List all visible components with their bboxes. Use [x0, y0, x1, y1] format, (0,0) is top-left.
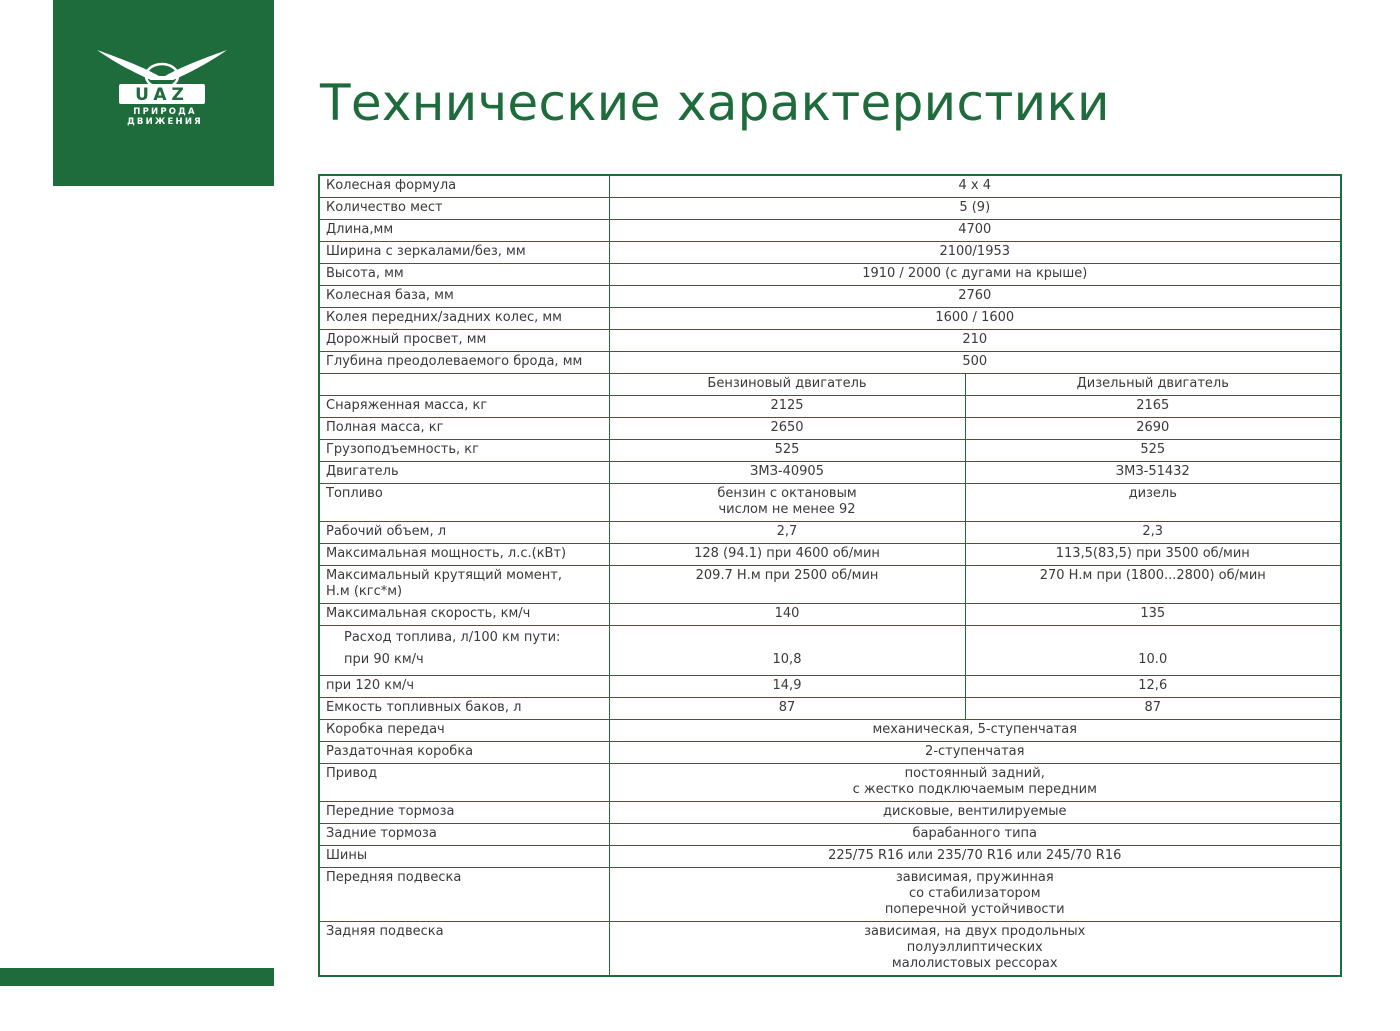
table-row	[319, 802, 1341, 824]
row-label: Высота, мм	[319, 264, 609, 286]
petrol-fuel-90: 10,8	[772, 652, 802, 667]
diesel-engine-header: Дизельный двигатель	[965, 374, 1341, 396]
diesel-value: дизель	[965, 484, 1341, 522]
logo-tagline-line-2: ДВИЖЕНИЯ	[127, 117, 203, 127]
table-row	[319, 522, 1341, 544]
table-row	[319, 242, 1341, 264]
row-label	[319, 566, 609, 604]
row-label: Колесная формула	[319, 175, 609, 198]
row-label: Максимальная скорость, км/ч	[319, 604, 609, 626]
row-value: механическая, 5-ступенчатая	[609, 720, 1341, 742]
row-value: 4 x 4	[609, 175, 1341, 198]
row-value: 5 (9)	[609, 198, 1341, 220]
row-label: Грузоподъемность, кг	[319, 440, 609, 462]
petrol-value	[609, 626, 965, 676]
row-value-line-1: постоянный задний,	[904, 766, 1045, 781]
row-value	[609, 922, 1341, 977]
diesel-value: 2690	[965, 418, 1341, 440]
row-label: Снаряженная масса, кг	[319, 396, 609, 418]
petrol-engine-header: Бензиновый двигатель	[609, 374, 965, 396]
row-label: Двигатель	[319, 462, 609, 484]
table-row	[319, 764, 1341, 802]
petrol-value-line-1: бензин с октановым	[717, 486, 857, 501]
table-row	[319, 484, 1341, 522]
row-value: 2-ступенчатая	[609, 742, 1341, 764]
diesel-value: 113,5(83,5) при 3500 об/мин	[965, 544, 1341, 566]
diesel-fuel-120: 12,6	[965, 676, 1341, 698]
row-label: Длина,мм	[319, 220, 609, 242]
row-label: Шины	[319, 846, 609, 868]
row-label: Ширина с зеркалами/без, мм	[319, 242, 609, 264]
row-label: Топливо	[319, 484, 609, 522]
table-row	[319, 544, 1341, 566]
row-label: Задняя подвеска	[319, 922, 609, 977]
row-label: Передняя подвеска	[319, 868, 609, 922]
table-row	[319, 720, 1341, 742]
row-value: 2100/1953	[609, 242, 1341, 264]
fuel-at-120-label: при 120 км/ч	[319, 676, 609, 698]
row-value: 2760	[609, 286, 1341, 308]
table-row	[319, 286, 1341, 308]
row-label: Емкость топливных баков, л	[319, 698, 609, 720]
table-row	[319, 198, 1341, 220]
row-value: 1910 / 2000 (с дугами на крыше)	[609, 264, 1341, 286]
petrol-value: 525	[609, 440, 965, 462]
logo-brand-text: UAZ	[135, 85, 189, 105]
diesel-value	[965, 626, 1341, 676]
row-label-line-2: Н.м (кгс*м)	[326, 584, 403, 599]
row-label: Глубина преодолеваемого брода, мм	[319, 352, 609, 374]
row-value	[609, 868, 1341, 922]
table-row	[319, 922, 1341, 977]
table-row	[319, 396, 1341, 418]
table-row	[319, 868, 1341, 922]
row-label: Передние тормоза	[319, 802, 609, 824]
row-value: 210	[609, 330, 1341, 352]
petrol-fuel-120: 14,9	[609, 676, 965, 698]
fuel-at-90-label: при 90 км/ч	[344, 652, 424, 667]
brand-logo-block	[53, 0, 274, 186]
table-row	[319, 330, 1341, 352]
engine-header-row	[319, 374, 1341, 396]
petrol-value	[609, 484, 965, 522]
diesel-value: 135	[965, 604, 1341, 626]
row-label: Раздаточная коробка	[319, 742, 609, 764]
diesel-value: 270 Н.м при (1800...2800) об/мин	[965, 566, 1341, 604]
table-row	[319, 604, 1341, 626]
row-value: дисковые, вентилируемые	[609, 802, 1341, 824]
row-label: Привод	[319, 764, 609, 802]
table-row	[319, 462, 1341, 484]
row-label: Задние тормоза	[319, 824, 609, 846]
table-row	[319, 264, 1341, 286]
row-label: Полная масса, кг	[319, 418, 609, 440]
row-value-line-2: с жестко подключаемым передним	[852, 782, 1097, 797]
table-row	[319, 220, 1341, 242]
petrol-value: 2650	[609, 418, 965, 440]
petrol-value: 209.7 Н.м при 2500 об/мин	[609, 566, 965, 604]
specs-table	[318, 174, 1342, 977]
diesel-value: 525	[965, 440, 1341, 462]
fuel-consumption-title: Расход топлива, л/100 км пути:	[344, 630, 561, 645]
diesel-value: ЗМЗ-51432	[965, 462, 1341, 484]
diesel-value: 2,3	[965, 522, 1341, 544]
petrol-value-line-2: числом не менее 92	[718, 502, 856, 517]
row-label: Количество мест	[319, 198, 609, 220]
logo-tagline-line-1: ПРИРОДА	[133, 107, 197, 117]
fuel-consumption-labels	[319, 626, 609, 676]
row-value-line-1: зависимая, пружинная	[895, 870, 1054, 885]
row-value: 500	[609, 352, 1341, 374]
row-label: Дорожный просвет, мм	[319, 330, 609, 352]
engine-header-empty	[319, 374, 609, 396]
table-row	[319, 742, 1341, 764]
petrol-value: 2125	[609, 396, 965, 418]
petrol-value: 128 (94.1) при 4600 об/мин	[609, 544, 965, 566]
row-label: Рабочий объем, л	[319, 522, 609, 544]
petrol-value: ЗМЗ-40905	[609, 462, 965, 484]
fuel-consumption-row	[319, 626, 1341, 676]
row-value: 225/75 R16 или 235/70 R16 или 245/70 R16	[609, 846, 1341, 868]
decorative-bottom-bar	[0, 968, 274, 986]
table-row	[319, 846, 1341, 868]
row-label: Максимальная мощность, л.с.(кВт)	[319, 544, 609, 566]
table-row	[319, 175, 1341, 198]
row-label: Колесная база, мм	[319, 286, 609, 308]
table-row	[319, 824, 1341, 846]
table-row	[319, 352, 1341, 374]
row-value-line-3: поперечной устойчивости	[884, 902, 1065, 917]
row-value-line-2: полуэллиптических	[906, 940, 1043, 955]
row-value-line-1: зависимая, на двух продольных	[864, 924, 1086, 939]
row-value: 1600 / 1600	[609, 308, 1341, 330]
diesel-value: 87	[965, 698, 1341, 720]
row-label: Колея передних/задних колес, мм	[319, 308, 609, 330]
diesel-value: 2165	[965, 396, 1341, 418]
uaz-emblem-icon	[95, 46, 229, 108]
logo-tagline	[105, 107, 225, 127]
row-label-line-1: Максимальный крутящий момент,	[326, 568, 562, 583]
table-row	[319, 698, 1341, 720]
table-row	[319, 308, 1341, 330]
diesel-fuel-90: 10.0	[1138, 652, 1168, 667]
page-title: Технические характеристики	[320, 74, 1110, 132]
row-value-line-2: со стабилизатором	[908, 886, 1041, 901]
row-label: Коробка передач	[319, 720, 609, 742]
petrol-value: 2,7	[609, 522, 965, 544]
table-row	[319, 440, 1341, 462]
row-value	[609, 764, 1341, 802]
row-value: барабанного типа	[609, 824, 1341, 846]
table-row	[319, 676, 1341, 698]
table-row	[319, 418, 1341, 440]
petrol-value: 87	[609, 698, 965, 720]
row-value-line-3: малолистовых рессорах	[891, 956, 1058, 971]
table-row	[319, 566, 1341, 604]
petrol-value: 140	[609, 604, 965, 626]
row-value: 4700	[609, 220, 1341, 242]
